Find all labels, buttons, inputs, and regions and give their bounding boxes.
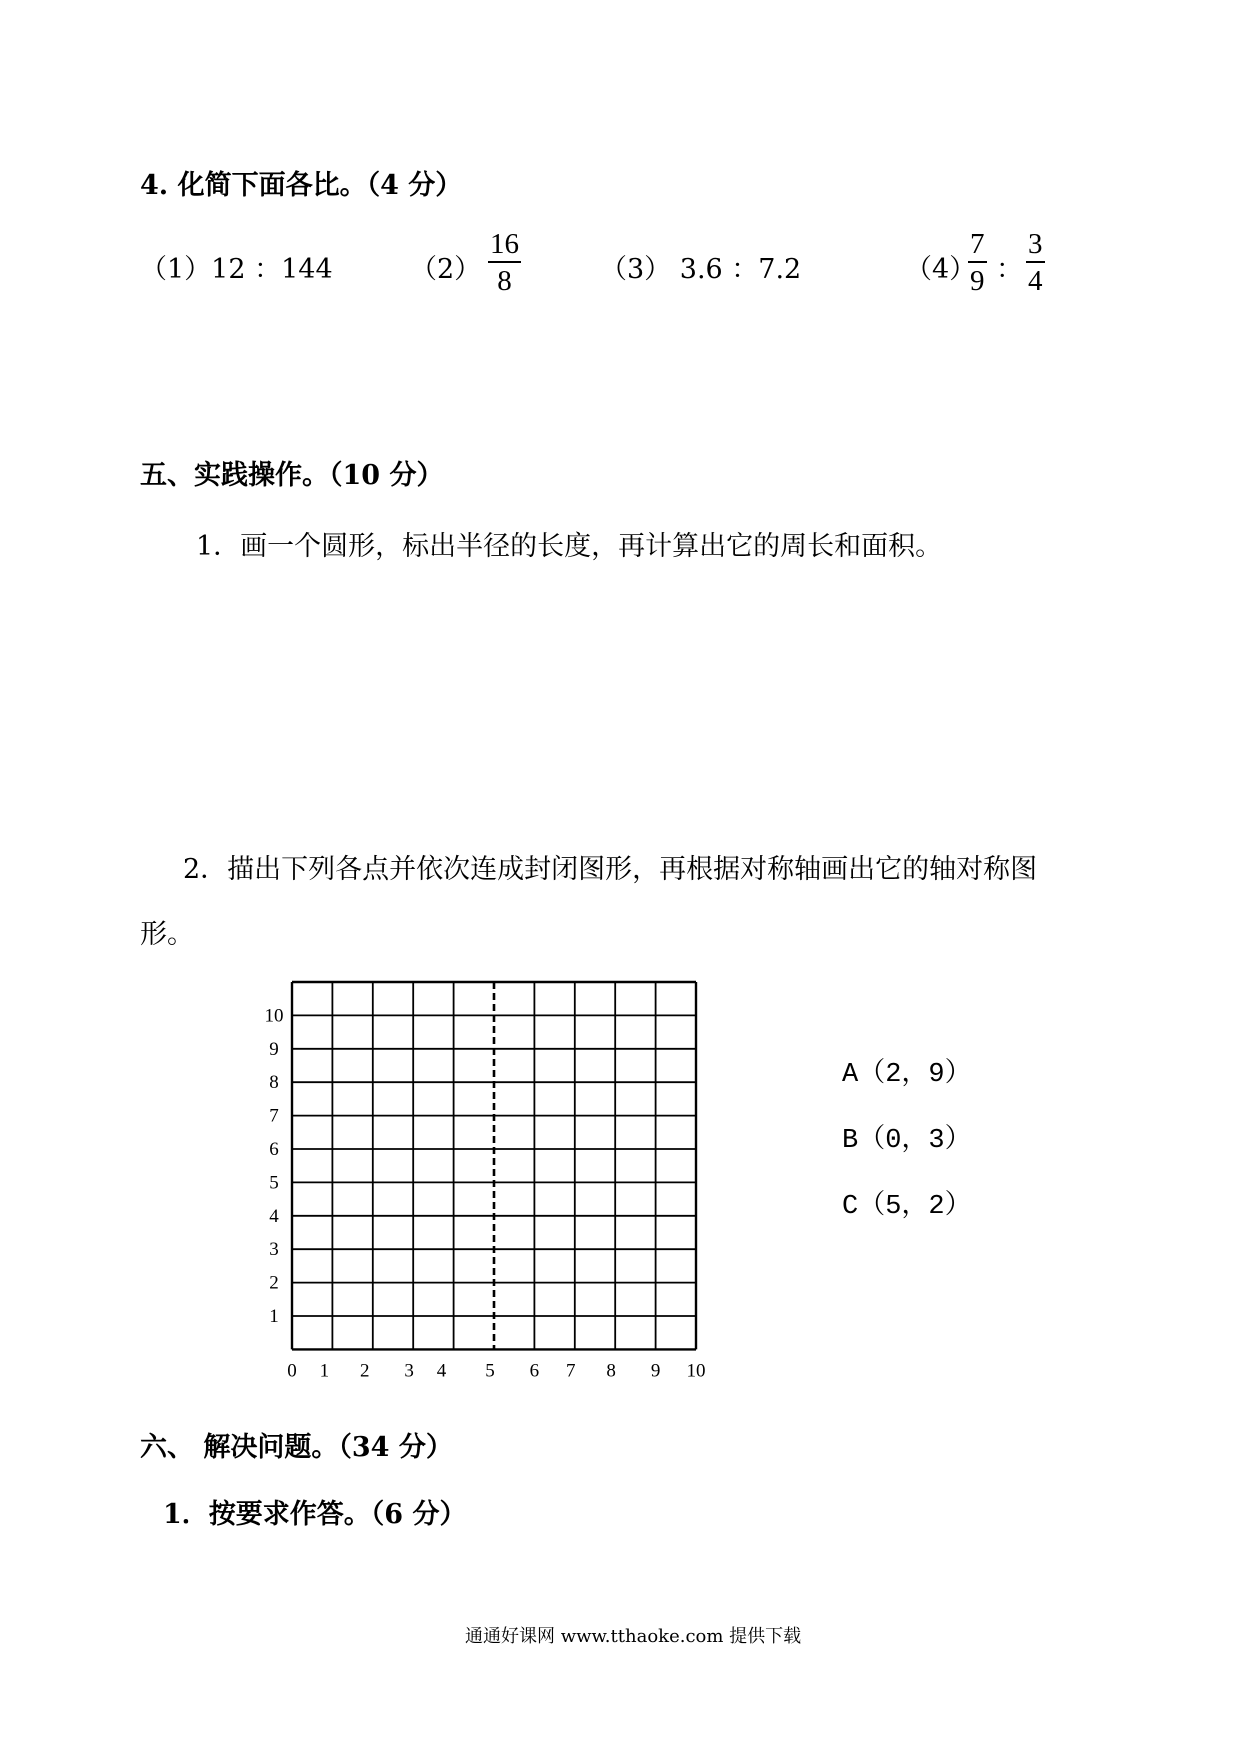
y-axis-label: 1 <box>269 1306 279 1327</box>
x-axis-label: 8 <box>606 1360 616 1382</box>
grid-svg <box>250 975 720 1382</box>
section-6-title: 六、 解决问题。（34 分） <box>140 1432 453 1463</box>
x-axis-label: 5 <box>485 1360 495 1382</box>
x-axis-label: 7 <box>566 1360 576 1382</box>
section-4-title: 4. 化简下面各比。（4 分） <box>140 170 463 201</box>
ratio-item-1: （1）12 ：144 <box>140 254 333 285</box>
ratio-item-4-label: （4） <box>905 254 977 285</box>
ratio-colon: ： <box>996 254 1023 285</box>
y-axis-label: 3 <box>269 1239 279 1261</box>
fraction-denominator: 9 <box>970 265 985 297</box>
fraction-denominator: 8 <box>497 265 512 297</box>
y-axis-label: 4 <box>269 1205 279 1227</box>
question-6-1: 1．按要求作答。（6 分） <box>163 1499 467 1530</box>
x-axis-label: 0 <box>287 1360 297 1382</box>
ratio-item-2-label: （2） <box>410 254 482 285</box>
y-axis-label: 2 <box>269 1272 279 1294</box>
x-axis-label: 6 <box>529 1360 540 1382</box>
y-axis-label: 6 <box>269 1139 279 1160</box>
section-5-title: 五、实践操作。（10 分） <box>140 460 444 491</box>
fraction-denominator: 4 <box>1028 265 1043 297</box>
question-5-2-line-2: 形。 <box>140 919 194 950</box>
question-5-2-line-1: 2．描出下列各点并依次连成封闭图形，再根据对称轴画出它的轴对称图 <box>183 854 1038 885</box>
point-list <box>842 1042 972 1240</box>
x-axis-label: 2 <box>359 1360 370 1382</box>
y-axis-label: 10 <box>264 1005 284 1027</box>
x-axis-label: 10 <box>686 1360 706 1382</box>
fraction-numerator: 16 <box>490 228 519 260</box>
fraction-bar <box>968 261 987 263</box>
x-axis-label: 1 <box>319 1360 330 1382</box>
footer-text: 通通好课网 www.tthaoke.com 提供下载 <box>465 1626 802 1647</box>
ratio-item-2-fraction <box>488 228 521 297</box>
ratio-item-3: （3） 3.6 ：7.2 <box>600 254 802 285</box>
y-axis-label: 8 <box>269 1072 279 1094</box>
fraction-bar <box>1026 261 1045 263</box>
fraction-numerator: 7 <box>970 228 985 260</box>
fraction-numerator: 3 <box>1028 228 1043 260</box>
x-axis-label: 3 <box>404 1360 414 1382</box>
ratio-item-4-fraction-b <box>1026 228 1045 297</box>
fraction-bar <box>488 261 521 263</box>
point-b: B（0，3） <box>842 1126 972 1156</box>
ratio-item-4-fraction-a <box>968 228 987 297</box>
x-axis-label: 9 <box>650 1360 661 1382</box>
question-5-1: 1．画一个圆形，标出半径的长度，再计算出它的周长和面积。 <box>196 531 943 562</box>
coordinate-grid <box>250 975 720 1382</box>
y-axis-label: 5 <box>269 1172 279 1194</box>
point-c: C（5，2） <box>842 1192 972 1222</box>
y-axis-label: 7 <box>269 1105 279 1127</box>
y-axis-label: 9 <box>269 1038 279 1060</box>
point-a: A（2，9） <box>842 1060 972 1090</box>
x-axis-label: 4 <box>436 1360 447 1382</box>
